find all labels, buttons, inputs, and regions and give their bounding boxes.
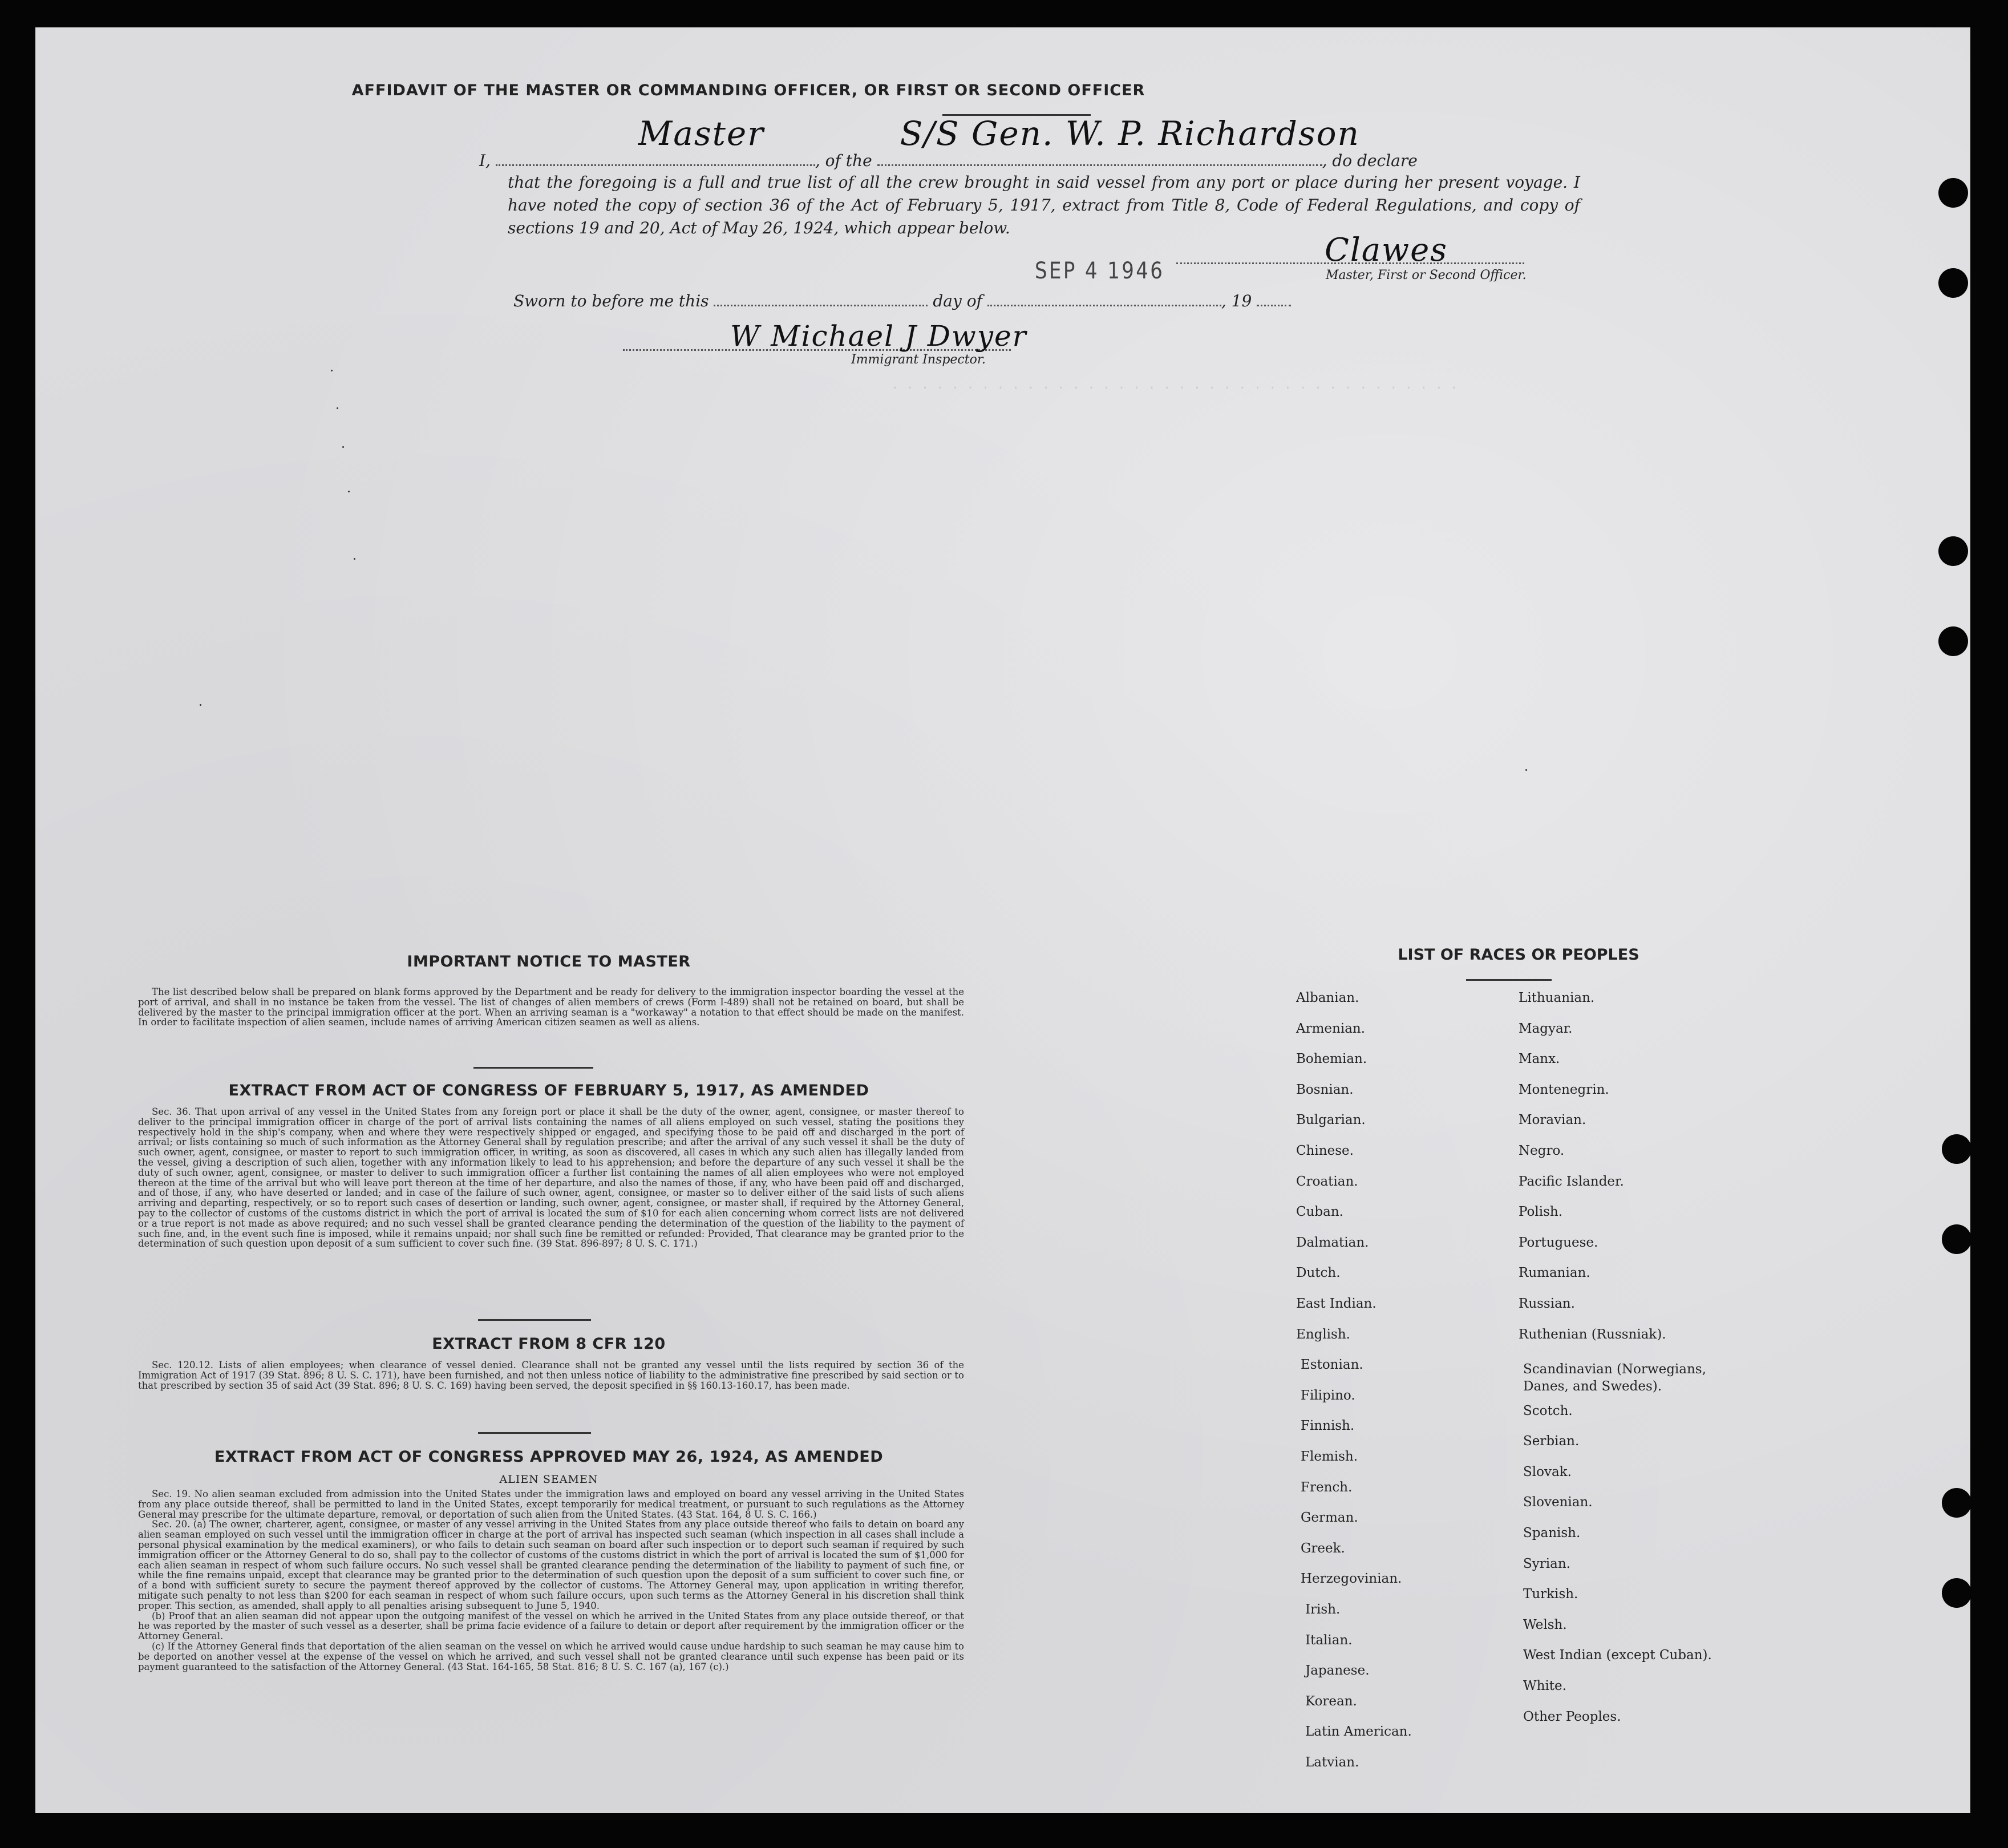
race-entry: Polish. xyxy=(1519,1204,1563,1220)
master-signature: Clawes xyxy=(1325,232,1448,269)
sworn-month-field xyxy=(987,305,1221,306)
race-entry: Negro. xyxy=(1519,1143,1565,1158)
affidavit-declaration-line xyxy=(479,114,1597,172)
race-entry: Croatian. xyxy=(1296,1174,1358,1189)
officer-title-field xyxy=(496,114,815,166)
extract-1924-text xyxy=(138,1489,964,1672)
inspector-signature: W Michael J Dwyer xyxy=(730,320,1027,353)
race-entry: Filipino. xyxy=(1301,1388,1355,1403)
speck xyxy=(200,704,201,706)
punch-hole xyxy=(1938,268,1968,298)
race-entry: Finnish. xyxy=(1301,1418,1355,1434)
extract-1917-title: EXTRACT FROM ACT OF CONGRESS OF FEBRUARY 5, 1917, AS AMENDED xyxy=(228,1082,869,1099)
sworn-year-field xyxy=(1257,305,1291,306)
speck xyxy=(337,407,338,409)
race-entry: Bulgarian. xyxy=(1296,1113,1366,1128)
race-entry: Latin American. xyxy=(1305,1724,1412,1740)
master-caption: Master, First or Second Officer. xyxy=(1326,268,1527,282)
race-entry: Ruthenian (Russniak). xyxy=(1519,1327,1666,1342)
race-entry: Turkish. xyxy=(1523,1587,1578,1602)
race-entry: Bohemian. xyxy=(1296,1052,1367,1067)
race-entry: French. xyxy=(1301,1479,1353,1495)
document-page xyxy=(35,27,1970,1813)
race-entry: Moravian. xyxy=(1519,1113,1586,1128)
speck xyxy=(342,446,344,448)
punch-hole xyxy=(1942,1134,1971,1164)
race-entry: Russian. xyxy=(1519,1296,1575,1311)
race-entry: West Indian (except Cuban). xyxy=(1523,1648,1712,1663)
punch-hole xyxy=(1938,626,1968,656)
extract-1917-paragraph: Sec. 36. That upon arrival of any vessel in the United States from any foreign port or place it shall be the duty of the owner, agent, consignee, or master thereof to deliver to the principal immigration officer in charge of the port of arrival lists containing the names of all aliens employed on such vessel, stating the positions they respectively hold in the ship's company, when and where they were respectively shipped or engaged, and specifying those to be paid off and discharged in the port of arrival; or lists containing so much of such information as the Attorney General shall by regulation prescribe; and after the arrival of any such vessel it shall be the duty of such owner, agent, consignee, or master to report to such immigration officer, in writing, as soon as discovered, all cases in which any such alien has illegally landed from the vessel, giving a description of such alien, together with any information likely to lead to his apprehension; and before the departure of any such vessel it shall be the duty of such owner, agent, consignee, or master to deliver to such immigration officer a further list containing the names of all alien employees who were not employed thereon at the time of the arrival but who will leave port thereon at the time of her departure, and also the names of those, if any, who have been paid off and discharged, and of those, if any, who have deserted or landed; and in case of the failure of such owner, agent, consignee, or master so to deliver either of the said lists of such aliens arriving and departing, respectively, or so to report such cases of desertion or landing, such owner, agent, consignee, or master shall, if required by the Attorney General, pay to the collector of customs of the customs district in which the port of arrival is located the sum of $10 for each alien concerning whom correct lists are not delivered or a true report is not made as above required; and no such vessel shall be granted clearance pending the determination of the question of the liability to the payment of such fine, and, in the event such fine is imposed, while it remains unpaid; nor shall such fine be remitted or refunded: Provided, That clearance may be granted prior to the determination of such question upon deposit of a sum sufficient to cover such fine. (39 Stat. 896-897; 8 U. S. C. 171.) xyxy=(138,1106,964,1249)
races-divider xyxy=(1466,979,1552,981)
extract-cfr-title: EXTRACT FROM 8 CFR 120 xyxy=(432,1335,666,1353)
race-entry: Armenian. xyxy=(1296,1021,1366,1036)
race-entry: Other Peoples. xyxy=(1523,1709,1621,1724)
race-entry: Flemish. xyxy=(1301,1449,1358,1464)
affidavit-title: AFFIDAVIT OF THE MASTER OR COMMANDING OFFICER, OR FIRST OR SECOND OFFICER xyxy=(351,82,1145,99)
race-entry: Bosnian. xyxy=(1296,1082,1354,1097)
race-entry: Serbian. xyxy=(1523,1434,1580,1449)
vessel-name-field xyxy=(877,114,1360,166)
race-entry: Greek. xyxy=(1301,1540,1345,1556)
sworn-prefix: Sworn to before me this xyxy=(513,292,709,310)
extract-1924-sec20b: (b) Proof that an alien seaman did not appear upon the outgoing manifest of the vessel on which he arrived in the United States from any place outside thereof, or that he was reported by the master of such vessel as a deserter, shall be prima facie evidence of a failure to detain or deport after requirement by the immigration officer or the Attorney General. xyxy=(138,1610,964,1642)
notice-text xyxy=(138,987,964,1028)
speck xyxy=(348,491,350,492)
race-entry: Slovak. xyxy=(1523,1464,1572,1479)
date-stamp: SEP 4 1946 xyxy=(1035,258,1165,284)
extract-cfr-paragraph: Sec. 120.12. Lists of alien employees; when clearance of vessel denied. Clearance shall not be granted any vessel until the lists required by section 36 of the Immigration Act of 1917 (39 Stat. 896; 8 U. S. C. 171), have been furnished, and not then unless notice of liability to the administrative fine prescribed by said section or to that prescribed by section 35 of said Act (39 Stat. 896; 8 U. S. C. 169) having been served, the deposit specified in §§ 160.13-160.17, has been made. xyxy=(138,1360,964,1391)
vessel-name-handwriting: S/S Gen. W. P. Richardson xyxy=(900,114,1360,153)
race-entry: Lithuanian. xyxy=(1519,990,1595,1005)
race-entry: Dutch. xyxy=(1296,1265,1341,1281)
sworn-line xyxy=(513,290,1312,313)
officer-title-handwriting: Master xyxy=(638,114,764,153)
speck xyxy=(331,370,333,371)
races-title: LIST OF RACES OR PEOPLES xyxy=(1398,946,1639,964)
extract-1924-sec20c: (c) If the Attorney General finds that deportation of the alien seaman on the vessel on which he arrived would cause undue hardship to such seaman he may cause him to be deported on another vessel at the expense of the vessel on which he arrived, and such vessel shall not be granted clearance until such expense has been paid or its payment guaranteed to the satisfaction of the Attorney General. (43 Stat. 164-165, 58 Stat. 816; 8 U. S. C. 167 (a), 167 (c).) xyxy=(138,1640,964,1672)
race-entry: Albanian. xyxy=(1296,990,1359,1005)
punch-hole xyxy=(1938,178,1968,208)
race-entry: Scotch. xyxy=(1523,1403,1573,1418)
extract-cfr-text xyxy=(138,1360,964,1390)
notice-paragraph: The list described below shall be prepared on blank forms approved by the Department and be ready for delivery to the immigration inspector boarding the vessel at the port of arrival, and shall in no instance be taken from the vessel. The list of changes of alien members of crews (Form I-489) shall not be retained on board, but shall be delivered by the master to the principal immigration officer at the port. When an arriving seaman is a "workaway" a notation to that effect should be made on the manifest. In order to facilitate inspection of alien seamen, include names of arriving American citizen seamen as well as aliens. xyxy=(138,986,964,1028)
race-entry: Italian. xyxy=(1305,1632,1353,1648)
declaration-suffix: , do declare xyxy=(1322,151,1418,170)
declaration-prefix: I, xyxy=(479,151,491,170)
sworn-day-field xyxy=(714,305,928,306)
race-entry: Estonian. xyxy=(1301,1357,1363,1373)
race-entry: Syrian. xyxy=(1523,1556,1570,1571)
extract-1917-text xyxy=(138,1107,964,1249)
extract-1924-sec19: Sec. 19. No alien seaman excluded from admission into the United States under the immigration laws and employed on board any vessel arriving in the United States from any place outside thereof, shall be permitted to land in the United States, except temporarily for medical treatment, or pursuant to such regulations as the Attorney General may prescribe for the ultimate departure, removal, or deportation of such alien from the United States. (43 Stat. 164, 8 U. S. C. 166.) xyxy=(138,1489,964,1520)
race-entry: White. xyxy=(1523,1679,1566,1693)
race-entry: Scandinavian (Norwegians, Danes, and Swedes). xyxy=(1523,1362,1706,1394)
race-entry: Spanish. xyxy=(1523,1526,1581,1540)
extract-1924-subtitle: ALIEN SEAMEN xyxy=(499,1473,598,1486)
sworn-day-label: day of xyxy=(933,292,982,310)
race-entry: Latvian. xyxy=(1305,1755,1359,1770)
race-entry: Korean. xyxy=(1305,1693,1357,1709)
inspector-caption: Immigrant Inspector. xyxy=(851,353,986,367)
punch-hole xyxy=(1938,536,1968,566)
race-entry: Japanese. xyxy=(1305,1663,1370,1679)
notice-divider xyxy=(473,1067,593,1069)
speck xyxy=(1525,769,1527,771)
speck xyxy=(354,558,355,560)
extract-1917-divider xyxy=(478,1319,591,1321)
punch-hole xyxy=(1942,1224,1971,1254)
race-entry: Cuban. xyxy=(1296,1204,1343,1220)
race-entry: Rumanian. xyxy=(1519,1265,1590,1281)
notice-title: IMPORTANT NOTICE TO MASTER xyxy=(407,953,691,970)
race-entry: Slovenian. xyxy=(1523,1495,1593,1510)
race-entry: Manx. xyxy=(1519,1052,1560,1067)
extract-1924-title: EXTRACT FROM ACT OF CONGRESS APPROVED MAY 26, 1924, AS AMENDED xyxy=(214,1448,884,1466)
punch-hole xyxy=(1942,1488,1971,1518)
race-entry: East Indian. xyxy=(1296,1296,1377,1311)
race-entry: Herzegovinian. xyxy=(1301,1571,1402,1587)
race-entry: Dalmatian. xyxy=(1296,1235,1369,1250)
extract-1924-sec20a: Sec. 20. (a) The owner, charterer, agent, consignee, or master of any vessel arriving in the United States from any place outside thereof who fails to detain on board any alien seaman employed on such vessel until the immigration officer in charge at the port of arrival has inspected such seaman (which inspection in all cases shall include a personal physical examination by the medical examiners), or who fails to detain such seaman on board after such inspection or to deport such seaman if required by such immigration officer or the Attorney General to do so, shall pay to the collector of customs of the customs district in which the port of arrival is located the sum of $1,000 for each alien seaman in respect of whom such failure occurs. No such vessel shall be granted clearance pending the determination of the liability to payment of such fine, or while the fine remains unpaid, except that clearance may be granted prior to the determination of such question upon the deposit of a sum sufficient to cover such fine, or of a bond with sufficient surety to secure the payment thereof approved by the collector of customs. The Attorney General may, upon application in writing therefor, mitigate such penalty to not less than $200 for each seaman in respect of whom such failure occurs, upon such terms as the Attorney General in his discretion shall think proper. This section, as amended, shall apply to all penalties arising subsequent to June 5, 1940. xyxy=(138,1519,964,1611)
race-entry: Portuguese. xyxy=(1519,1235,1598,1250)
punch-hole xyxy=(1942,1578,1971,1608)
race-entry: Magyar. xyxy=(1519,1021,1573,1036)
affidavit-body: that the foregoing is a full and true list of all the crew brought in said vessel from any port or place during her present voyage. I have noted the copy of section 36 of the Act of February 5, 1917, extract from Title 8, Code of Federal Regulations, and copy of sections 19 and 20, Act of May 26, 1924, which appear below. xyxy=(508,173,1580,237)
race-entry: Welsh. xyxy=(1523,1617,1567,1632)
race-entry: Pacific Islander. xyxy=(1519,1174,1624,1189)
bleed-through-texture: · · · · · · · · · · · · · · · · · · · · · · · · · · · · · · · · · · · · · · xyxy=(891,381,1458,395)
race-entry: Irish. xyxy=(1305,1602,1341,1617)
race-entry: English. xyxy=(1296,1327,1350,1342)
race-entry: German. xyxy=(1301,1510,1358,1526)
race-entry: Montenegrin. xyxy=(1519,1082,1609,1097)
race-entry: Chinese. xyxy=(1296,1143,1354,1158)
declaration-mid: , of the xyxy=(815,151,872,170)
extract-cfr-divider xyxy=(478,1432,591,1434)
sworn-year-label: , 19 xyxy=(1221,292,1252,310)
